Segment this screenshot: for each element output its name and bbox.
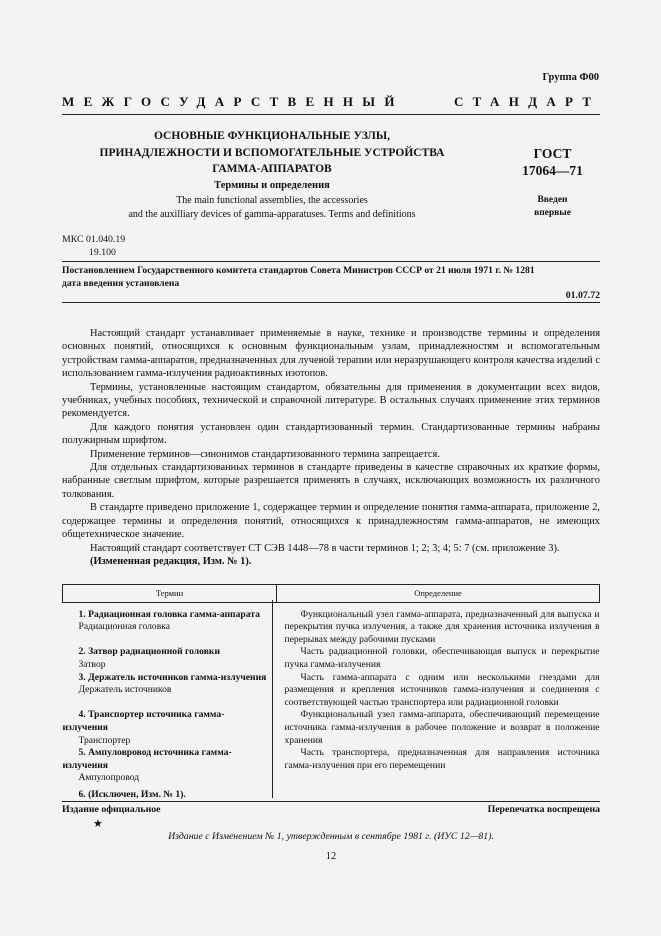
mks-line: МКС 01.040.19	[62, 234, 126, 245]
term-short: Затвор	[78, 658, 106, 670]
paragraph: Настоящий стандарт соответствует СТ СЭВ 1448—78 в части терминов 1; 2; 3; 4; 5: 7 (см. приложение 3).	[90, 542, 560, 554]
terms-table	[62, 584, 600, 802]
term: 6. (Исключен, Изм. № 1).	[78, 788, 186, 800]
term-cell	[63, 672, 277, 710]
term: 4. Транспортер источника гамма-излучения	[62, 709, 225, 733]
term-short: Радиационная головка	[78, 621, 171, 633]
introduced-label	[505, 194, 600, 220]
mks-codes	[62, 233, 125, 259]
term-short: Транспортер	[78, 734, 131, 746]
standard-header	[62, 94, 600, 110]
term-short: Ампулопровод	[78, 772, 140, 784]
gost-number	[505, 145, 600, 179]
table-row	[63, 602, 600, 646]
english-title	[62, 194, 482, 221]
table-header-row	[63, 585, 600, 603]
table-row	[63, 785, 600, 802]
group-label: Группа Ф00	[542, 72, 599, 83]
definition-cell: Часть радиационной головки, обеспечивающая выпуск и перекрытие пучка гамма-излучения	[284, 646, 600, 670]
amendment-note: (Измененная редакция, Изм. № 1).	[90, 555, 252, 567]
body-text	[62, 327, 600, 568]
paragraph: Для отдельных стандартизованных терминов в стандарте приведены в качестве справочных их краткие формы, набранные светлым шрифтом, которые разрешается применять в случаях, исключающих возможность их различного толкования.	[62, 462, 600, 500]
decree-text	[62, 264, 600, 290]
mks-line: 19.100	[89, 247, 116, 258]
decree-line: дата введения установлена	[62, 278, 180, 289]
paragraph: Термины, установленные настоящим стандартом, обязательны для применения в документации всех видов, учебниках, учебных пособиях, технической и справочной литературе. В остальных случаях применение этих терминов рекомендуется.	[62, 381, 600, 420]
header-text: МЕЖГОСУДАРСТВЕННЫЙ СТАНДАРТ	[62, 94, 601, 109]
term: 2. Затвор радиационной головки	[78, 646, 220, 658]
term-short: Держатель источников	[78, 684, 172, 696]
definition-cell	[277, 785, 600, 802]
term-cell	[63, 646, 277, 671]
document-subtitle: Термины и определения	[214, 180, 330, 191]
table-row	[63, 672, 600, 710]
english-line: The main functional assemblies, the accessories	[176, 195, 368, 206]
decree-rule	[62, 261, 600, 262]
page-number: 12	[325, 851, 337, 862]
column-header-definition: Определение	[277, 585, 600, 603]
title-line: ОСНОВНЫЕ ФУНКЦИОНАЛЬНЫЕ УЗЛЫ,	[153, 130, 391, 142]
paragraph: В стандарте приведено приложение 1, содержащее термин и определение понятия гамма-аппарата, приложение 2, содержащее термины и определения понятий, относящихся к принадлежностям гамма-аппаратов, не имеющих общетехническое значение.	[62, 502, 600, 541]
title-line: ГАММА-АППАРАТОВ	[212, 163, 332, 175]
document-title	[62, 128, 482, 178]
term: 3. Держатель источников гамма-излучения	[78, 671, 267, 683]
english-line: and the auxilliary devices of gamma-apparatuses. Terms and definitions	[128, 208, 416, 220]
column-header-term: Термин	[63, 585, 277, 603]
definition-cell: Функциональный узел гамма-аппарата, предназначенный для выпуска и перекрытия пучка излучения, а также для хранения источника излучения в перерывах между рабочими пусками	[284, 608, 600, 645]
table-row	[63, 709, 600, 747]
term-cell	[63, 602, 277, 646]
introduced-line: впервые	[534, 208, 571, 218]
footer-rule	[62, 801, 600, 802]
introduction-date: 01.07.72	[565, 290, 600, 301]
term-cell	[63, 709, 277, 747]
definition-cell: Функциональный узел гамма-аппарата, обеспечивающий перемещение источника гамма-излучения в рабочее положение и возврат в положение хранения	[284, 709, 600, 746]
paragraph: Настоящий стандарт устанавливает применяемые в науке, технике и производстве термины и определения основных понятий, относящихся к основным функциональным узлам, принадлежностям и вспомогательным устройствам гамма-аппаратов, предназначенных для лучевой терапии или неразрушающего контроля качества изделий с использованием гамма-излучения радиоактивных изотопов.	[62, 328, 600, 380]
introduced-line: Введен	[537, 195, 568, 205]
table-column-divider	[272, 600, 273, 798]
definition-cell: Часть транспортера, предназначенная для направления источника гамма-излучения при его перемещении	[284, 747, 600, 771]
title-line: ПРИНАДЛЕЖНОСТИ И ВСПОМОГАТЕЛЬНЫЕ УСТРОЙСТВА	[99, 146, 445, 159]
header-rule	[62, 114, 600, 115]
term-cell	[63, 785, 277, 802]
gost-label: ГОСТ	[533, 146, 572, 161]
reprint-prohibited-label: Перепечатка воспрещена	[487, 804, 600, 815]
date-rule	[62, 302, 600, 303]
edition-note: Издание с Изменением № 1, утвержденным в сентябре 1981 г. (ИУС 12—81).	[168, 831, 494, 842]
term: 5. Ампуловровод источника гамма-излучения	[62, 747, 232, 771]
decree-line: Постановлением Государственного комитета стандартов Совета Министров СССР от 21 июля 1971 г. № 1281	[62, 265, 535, 276]
official-edition-label: Издание официальное	[62, 804, 161, 815]
star-icon: ★	[93, 818, 103, 830]
paragraph: Применение терминов—синонимов стандартизованного термина запрещается.	[90, 448, 440, 460]
definition-cell: Часть гамма-аппарата с одним или несколькими гнездами для размещения и крепления источников гамма-излучения и соединения с соответствующей частью транспортера или радиационной головки	[284, 671, 600, 708]
table-row	[63, 646, 600, 671]
term-cell	[63, 747, 277, 785]
paragraph: Для каждого понятия установлен один стандартизованный термин. Стандартизованные термины набраны полужирным шрифтом.	[62, 421, 600, 447]
gost-code: 17064—71	[522, 163, 583, 178]
table-row	[63, 747, 600, 785]
term: 1. Радиационная головка гамма-аппарата	[78, 608, 260, 620]
